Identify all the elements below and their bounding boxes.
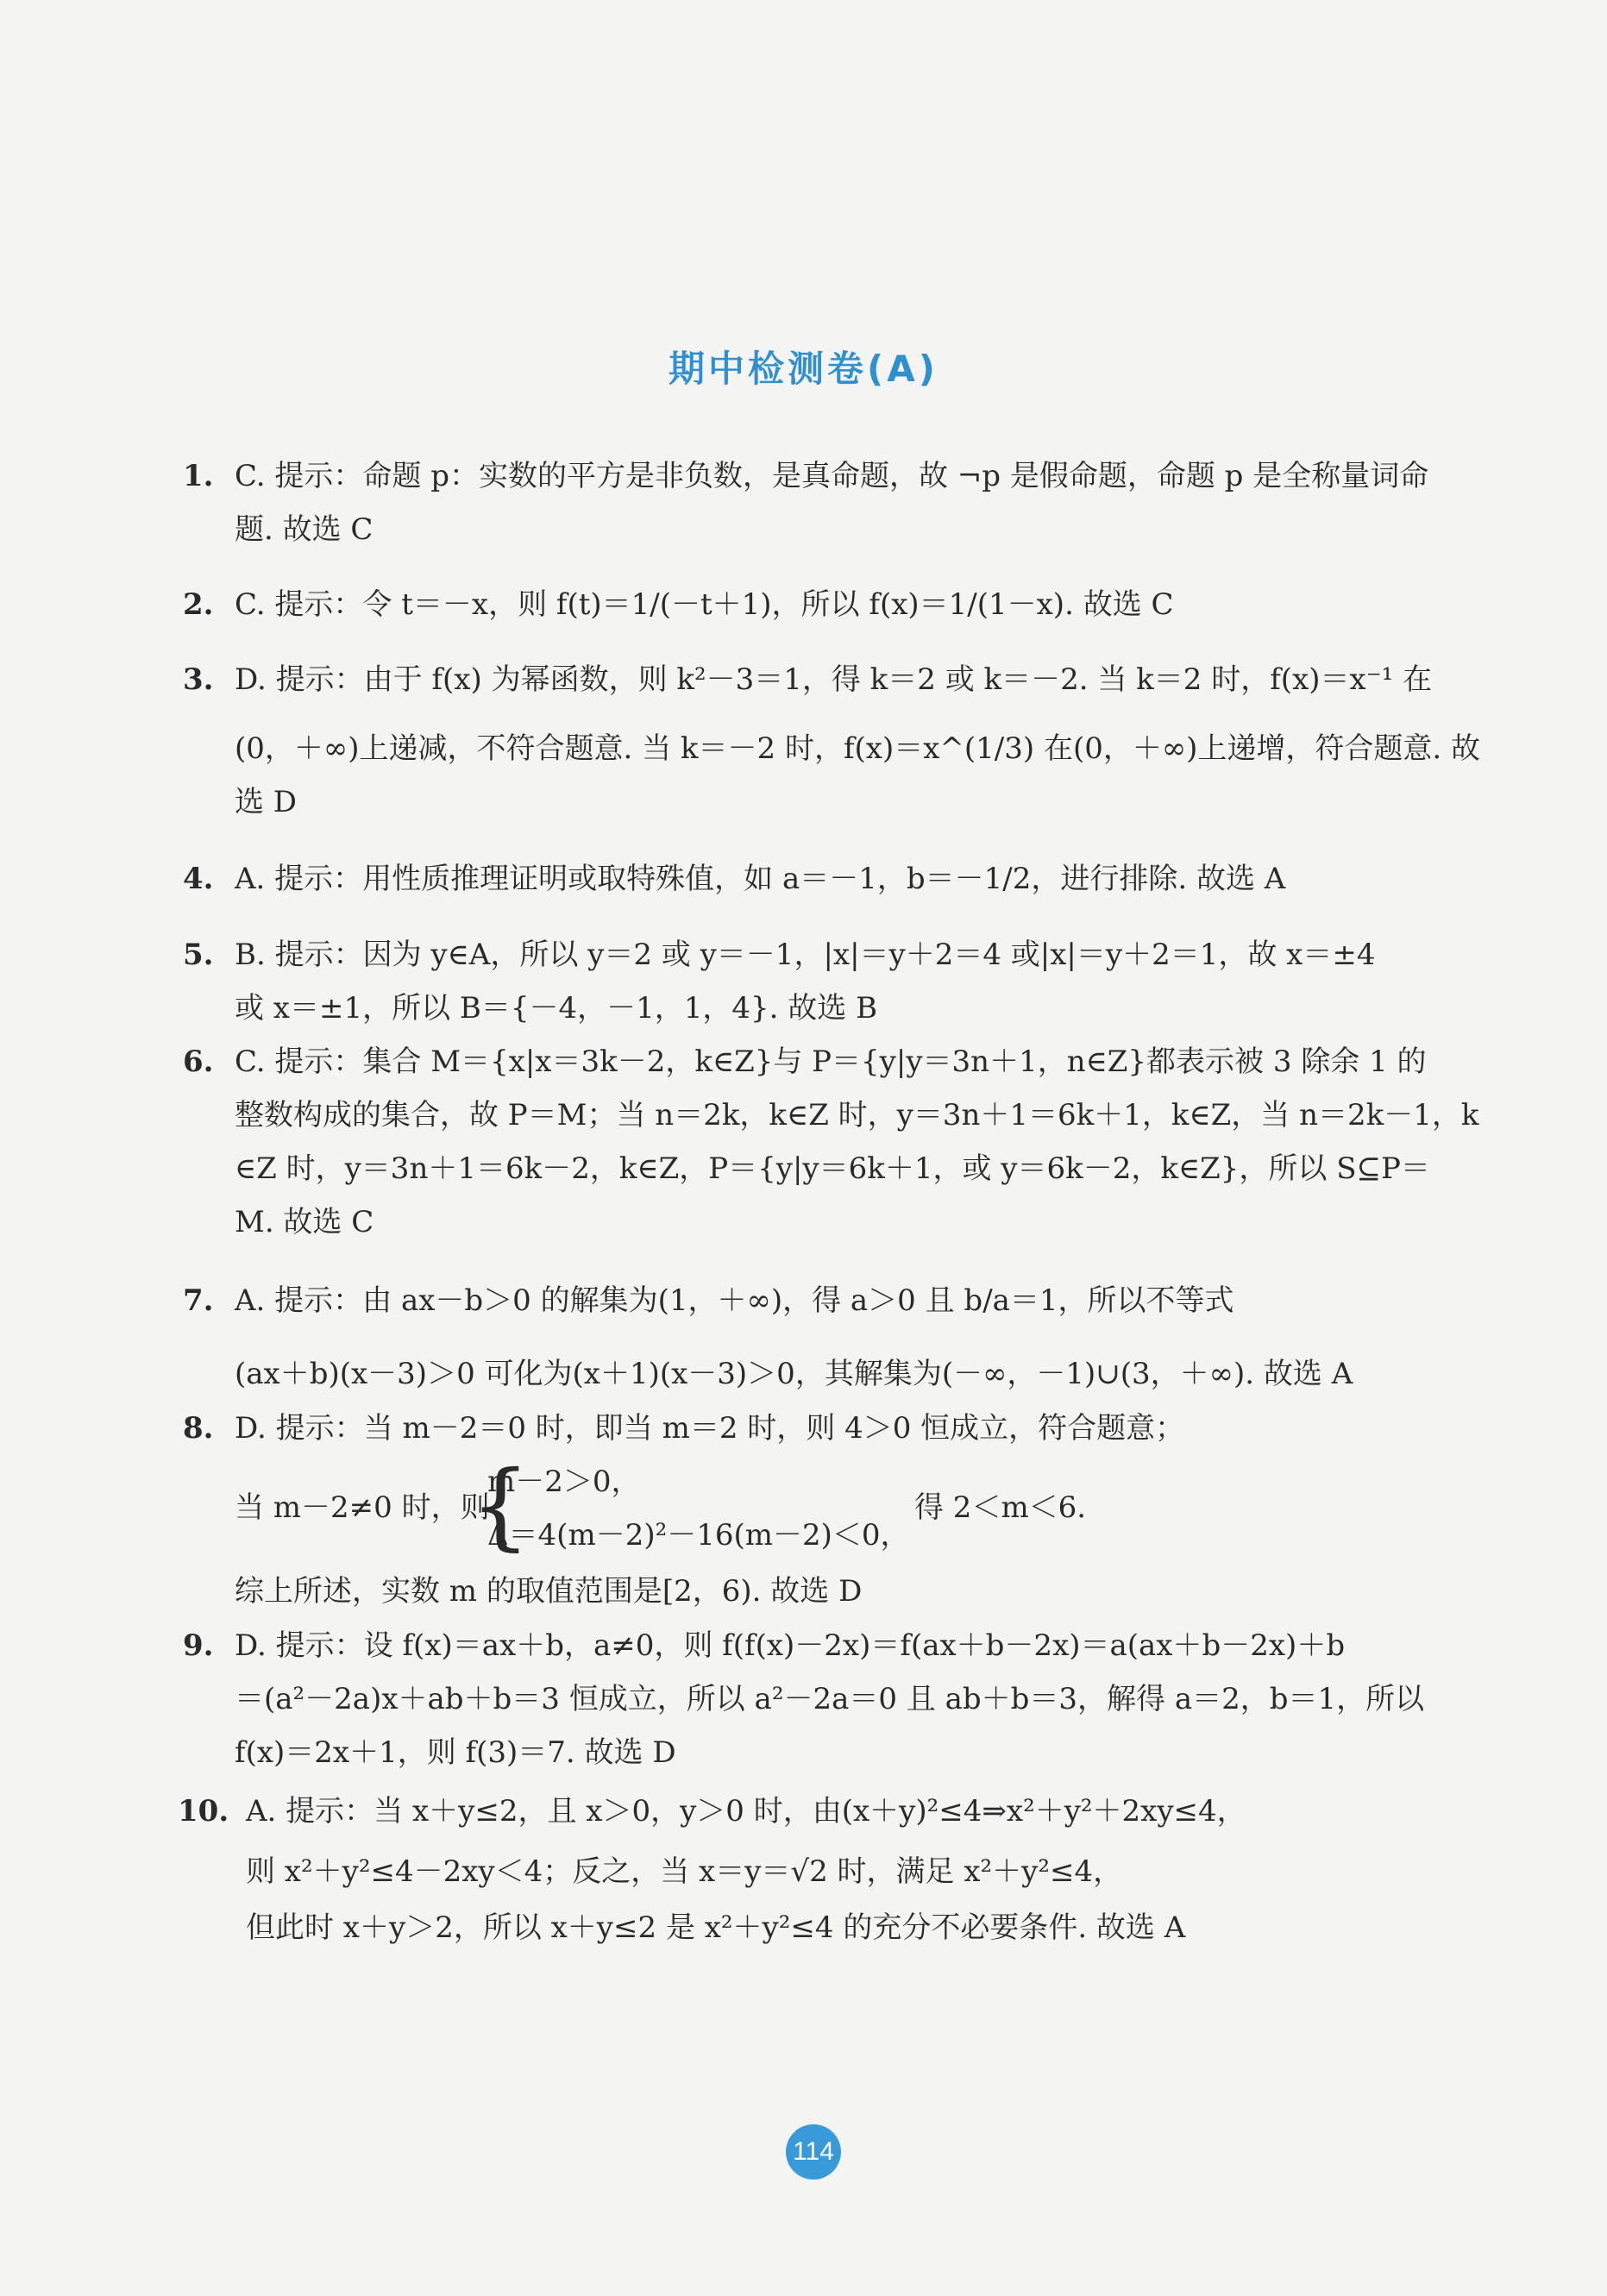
page-title: 期中检测卷(A) (669, 348, 938, 390)
item-line: C. 提示：集合 M＝{x|x＝3k－2，k∈Z}与 P＝{y|y＝3n＋1，n∈Z}都表示被 3 除余 1 的 (235, 1044, 1427, 1079)
page-number-badge: 114 (786, 2124, 841, 2180)
item-number: 4. (183, 862, 214, 896)
item-number: 2. (183, 587, 214, 622)
item-line: 但此时 x＋y＞2，所以 x＋y≤2 是 x²＋y²≤4 的充分不必要条件. 故选 A (246, 1910, 1186, 1945)
item-line: D. 提示：当 m－2＝0 时，即当 m＝2 时，则 4＞0 恒成立，符合题意； (235, 1411, 1185, 1446)
item-line: C. 提示：命题 p：实数的平方是非负数，是真命题，故 ¬p 是假命题，命题 p 是全称量词命 (235, 459, 1429, 493)
item-line: ＝(a²－2a)x＋ab＋b＝3 恒成立，所以 a²－2a＝0 且 ab＋b＝3，解得 a＝2，b＝1，所以 (235, 1682, 1425, 1716)
item-line: A. 提示：当 x＋y≤2，且 x＞0，y＞0 时，由(x＋y)²≤4⇒x²＋y²＋2xy≤4， (246, 1794, 1246, 1829)
item-line: 则 x²＋y²≤4－2xy＜4；反之，当 x＝y＝√2 时，满足 x²＋y²≤4， (246, 1854, 1123, 1889)
item-line: ∈Z 时，y＝3n＋1＝6k－2，k∈Z，P＝{y|y＝6k＋1，或 y＝6k－2，k∈Z}，所以 S⊆P＝ (235, 1151, 1430, 1186)
case-result: 得 2＜m＜6. (914, 1490, 1087, 1525)
item-number: 1. (183, 459, 214, 493)
item-number: 6. (183, 1044, 214, 1079)
item-line: D. 提示：设 f(x)＝ax＋b，a≠0，则 f(f(x)－2x)＝f(ax＋b－2x)＝a(ax＋b－2x)＋b (235, 1628, 1346, 1663)
item-number: 9. (183, 1628, 214, 1663)
item-number: 3. (183, 662, 214, 697)
item-line: 选 D (235, 785, 298, 819)
item-line: (0，＋∞)上递减，不符合题意. 当 k＝－2 时，f(x)＝x^(1/3) 在(0，＋∞)上递增，符合题意. 故 (235, 731, 1481, 766)
item-line: 或 x＝±1，所以 B＝{－4，－1，1，4}. 故选 B (235, 991, 878, 1026)
item-line: M. 故选 C (235, 1205, 374, 1239)
case-condition-2: Δ＝4(m－2)²－16(m－2)＜0， (487, 1518, 910, 1553)
item-line: A. 提示：由 ax－b＞0 的解集为(1，＋∞)，得 a＞0 且 b/a＝1，所以不等式 (235, 1283, 1234, 1318)
item-line: A. 提示：用性质推理证明或取特殊值，如 a＝－1，b＝－1/2，进行排除. 故选 A (235, 862, 1286, 896)
item-line: 题. 故选 C (235, 512, 374, 547)
brace-symbol: { (470, 1450, 530, 1560)
item-number: 8. (183, 1411, 214, 1446)
item-number: 7. (183, 1283, 214, 1318)
case-lead: 当 m－2≠0 时，则 (235, 1490, 490, 1525)
item-number: 10. (178, 1794, 229, 1829)
case-condition-1: m－2＞0， (487, 1465, 641, 1499)
item-line: (ax＋b)(x－3)＞0 可化为(x＋1)(x－3)＞0，其解集为(－∞，－1)∪(3，＋∞). 故选 A (235, 1357, 1353, 1391)
item-line: f(x)＝2x＋1，则 f(3)＝7. 故选 D (235, 1735, 676, 1770)
item-number: 5. (183, 938, 214, 972)
conclusion-line: 综上所述，实数 m 的取值范围是[2，6). 故选 D (235, 1574, 863, 1609)
item-line: C. 提示：令 t＝－x，则 f(t)＝1/(－t＋1)，所以 f(x)＝1/(1－x). 故选 C (235, 587, 1174, 622)
item-line: 整数构成的集合，故 P＝M；当 n＝2k，k∈Z 时，y＝3n＋1＝6k＋1，k∈Z，当 n＝2k－1，k (235, 1098, 1479, 1132)
item-line: B. 提示：因为 y∈A，所以 y＝2 或 y＝－1，|x|＝y＋2＝4 或|x|＝y＋2＝1，故 x＝±4 (235, 938, 1376, 972)
item-line: D. 提示：由于 f(x) 为幂函数，则 k²－3＝1，得 k＝2 或 k＝－2. 当 k＝2 时，f(x)＝x⁻¹ 在 (235, 662, 1433, 697)
